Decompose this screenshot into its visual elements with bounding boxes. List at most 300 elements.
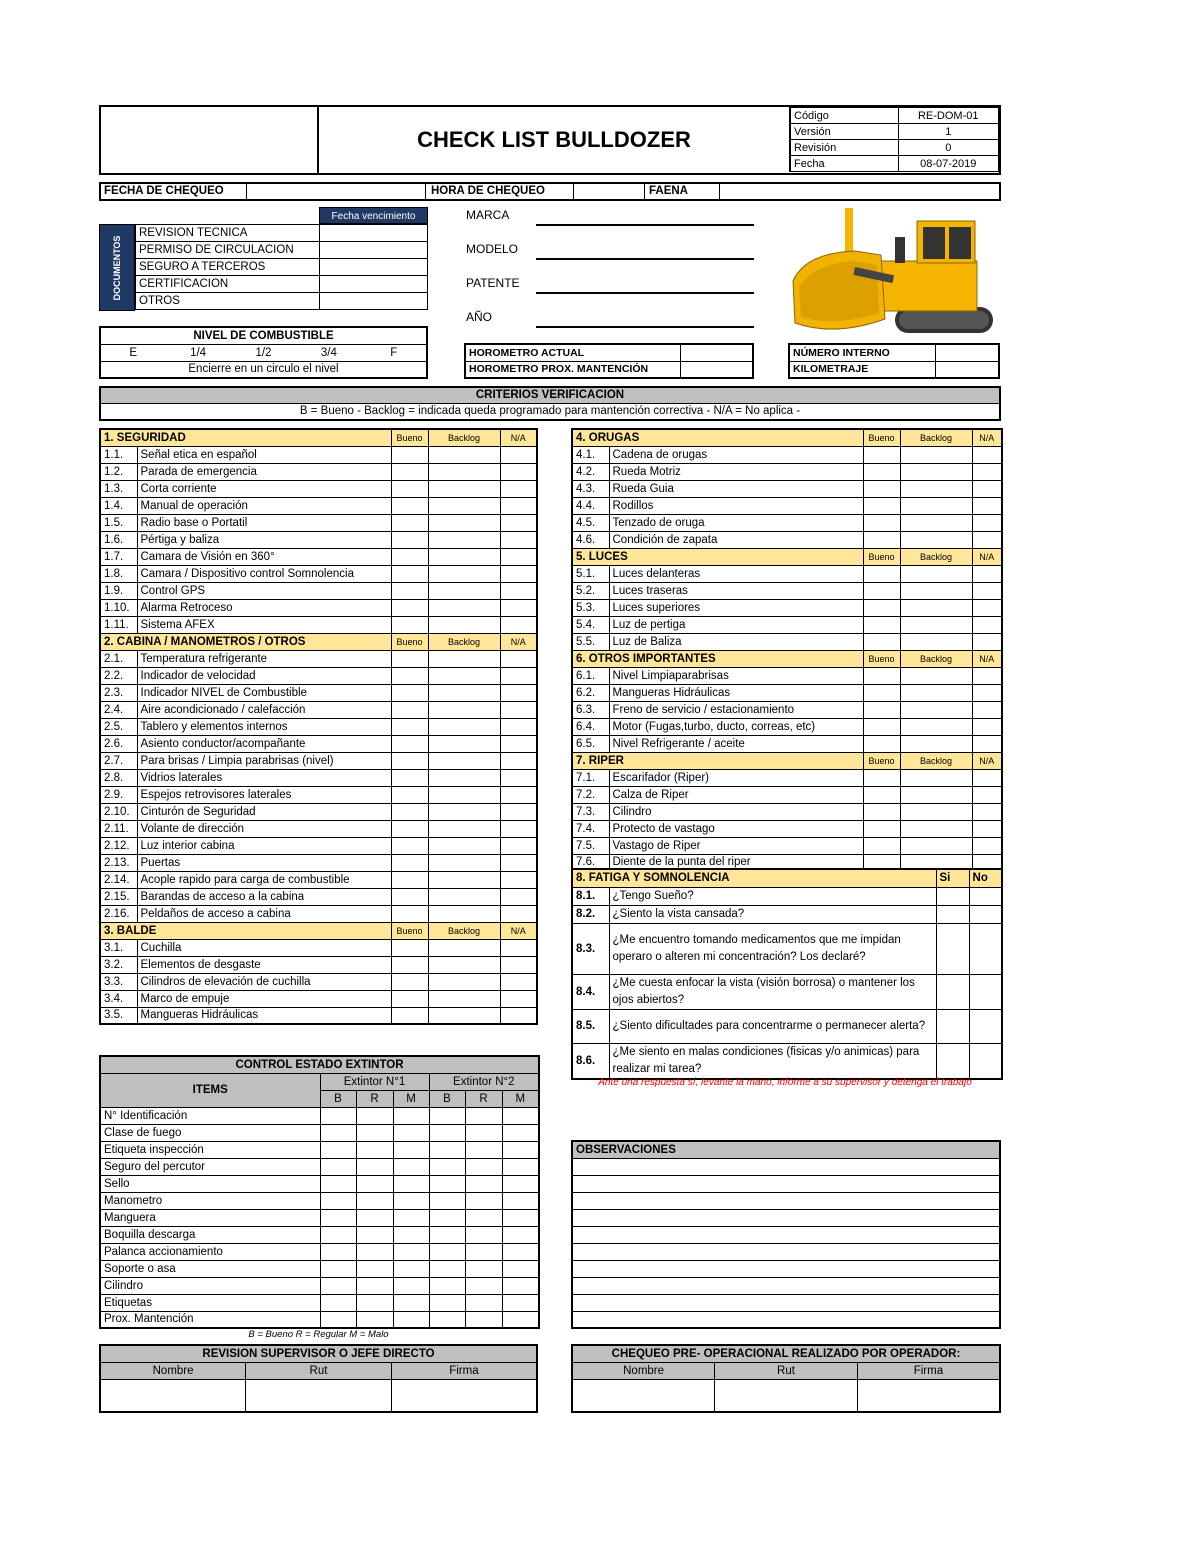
check-na[interactable] xyxy=(972,684,1002,701)
extintor-check[interactable] xyxy=(356,1209,393,1226)
check-bueno[interactable] xyxy=(863,446,900,463)
item-number: 4.3. xyxy=(572,480,609,497)
check-backlog[interactable] xyxy=(428,973,500,990)
check-bueno[interactable] xyxy=(863,684,900,701)
check-bueno[interactable] xyxy=(863,480,900,497)
check-bueno[interactable] xyxy=(391,497,428,514)
check-backlog[interactable] xyxy=(428,599,500,616)
firma-field[interactable] xyxy=(857,1379,1000,1412)
extintor-check[interactable] xyxy=(465,1141,502,1158)
extintor-check[interactable] xyxy=(356,1260,393,1277)
check-bueno[interactable] xyxy=(391,973,428,990)
extintor-check[interactable] xyxy=(465,1209,502,1226)
check-na[interactable] xyxy=(500,871,537,888)
checklist-row xyxy=(572,463,1002,480)
check-backlog[interactable] xyxy=(428,990,500,1007)
check-backlog[interactable] xyxy=(428,871,500,888)
check-backlog[interactable] xyxy=(428,752,500,769)
extintor-check[interactable] xyxy=(465,1260,502,1277)
extintor-check[interactable] xyxy=(393,1311,429,1328)
extintor-check[interactable] xyxy=(502,1311,539,1328)
numero-interno-field[interactable] xyxy=(935,344,999,361)
extintor-check[interactable] xyxy=(429,1277,465,1294)
document-date-field[interactable] xyxy=(320,259,428,276)
meta-value: 1 xyxy=(898,124,999,140)
extintor-check[interactable] xyxy=(320,1277,356,1294)
check-na[interactable] xyxy=(500,446,537,463)
check-bueno[interactable] xyxy=(863,837,900,854)
check-backlog[interactable] xyxy=(428,582,500,599)
extintor-check[interactable] xyxy=(502,1107,539,1124)
extintor-check[interactable] xyxy=(429,1260,465,1277)
check-na[interactable] xyxy=(972,667,1002,684)
document-date-field[interactable] xyxy=(320,242,428,259)
check-backlog[interactable] xyxy=(900,514,972,531)
extintor-check[interactable] xyxy=(320,1209,356,1226)
check-na[interactable] xyxy=(972,718,1002,735)
extintor-check[interactable] xyxy=(465,1124,502,1141)
extintor-check[interactable] xyxy=(465,1192,502,1209)
check-backlog[interactable] xyxy=(428,565,500,582)
check-bueno[interactable] xyxy=(391,548,428,565)
extintor-check[interactable] xyxy=(429,1107,465,1124)
check-si[interactable] xyxy=(936,888,969,906)
check-si[interactable] xyxy=(936,1044,969,1080)
extintor-check[interactable] xyxy=(320,1294,356,1311)
check-na[interactable] xyxy=(500,582,537,599)
check-bueno[interactable] xyxy=(863,582,900,599)
extintor-check[interactable] xyxy=(356,1141,393,1158)
extintor-check[interactable] xyxy=(502,1192,539,1209)
extintor-check[interactable] xyxy=(320,1243,356,1260)
check-bueno[interactable] xyxy=(391,480,428,497)
check-backlog[interactable] xyxy=(900,480,972,497)
check-bueno[interactable] xyxy=(391,769,428,786)
check-na[interactable] xyxy=(972,769,1002,786)
check-na[interactable] xyxy=(972,531,1002,548)
check-bueno[interactable] xyxy=(863,616,900,633)
check-na[interactable] xyxy=(972,599,1002,616)
check-na[interactable] xyxy=(500,480,537,497)
fuel-level-option[interactable]: 1/2 xyxy=(231,344,296,361)
extintor-check[interactable] xyxy=(320,1311,356,1328)
check-bueno[interactable] xyxy=(863,497,900,514)
extintor-check[interactable] xyxy=(320,1124,356,1141)
check-na[interactable] xyxy=(500,956,537,973)
extintor-check[interactable] xyxy=(465,1226,502,1243)
check-na[interactable] xyxy=(972,837,1002,854)
check-na[interactable] xyxy=(500,701,537,718)
check-no[interactable] xyxy=(969,975,1002,1010)
check-bueno[interactable] xyxy=(863,786,900,803)
check-backlog[interactable] xyxy=(900,667,972,684)
rut-field[interactable] xyxy=(246,1379,392,1412)
check-backlog[interactable] xyxy=(428,888,500,905)
extintor-check[interactable] xyxy=(393,1141,429,1158)
extintor-check[interactable] xyxy=(356,1226,393,1243)
col-bueno-header: Bueno xyxy=(863,752,900,769)
extintor-check[interactable] xyxy=(502,1260,539,1277)
extintor-check[interactable] xyxy=(356,1192,393,1209)
extintor-check[interactable] xyxy=(393,1175,429,1192)
check-si[interactable] xyxy=(936,975,969,1010)
check-no[interactable] xyxy=(969,906,1002,924)
check-bueno[interactable] xyxy=(863,565,900,582)
check-na[interactable] xyxy=(500,735,537,752)
observaciones-field[interactable] xyxy=(572,1158,1000,1175)
check-backlog[interactable] xyxy=(900,599,972,616)
observaciones-field[interactable] xyxy=(572,1175,1000,1192)
extintor-check[interactable] xyxy=(429,1141,465,1158)
check-backlog[interactable] xyxy=(428,769,500,786)
check-na[interactable] xyxy=(500,565,537,582)
extintor-check[interactable] xyxy=(429,1175,465,1192)
check-na[interactable] xyxy=(500,990,537,1007)
horometro-actual-field[interactable] xyxy=(680,344,753,361)
extintor-check[interactable] xyxy=(356,1311,393,1328)
check-no[interactable] xyxy=(969,1044,1002,1080)
check-na[interactable] xyxy=(500,752,537,769)
check-bueno[interactable] xyxy=(863,820,900,837)
firma-field[interactable] xyxy=(391,1379,537,1412)
extintor-check[interactable] xyxy=(320,1158,356,1175)
check-na[interactable] xyxy=(972,497,1002,514)
patente-field[interactable] xyxy=(536,292,754,294)
check-bueno[interactable] xyxy=(391,939,428,956)
extintor-check[interactable] xyxy=(393,1243,429,1260)
extintor-check[interactable] xyxy=(429,1209,465,1226)
extintor-check[interactable] xyxy=(393,1192,429,1209)
check-backlog[interactable] xyxy=(900,565,972,582)
check-bueno[interactable] xyxy=(391,888,428,905)
extintor-check[interactable] xyxy=(502,1243,539,1260)
check-na[interactable] xyxy=(500,837,537,854)
extintor-check[interactable] xyxy=(429,1124,465,1141)
extintor-check[interactable] xyxy=(502,1158,539,1175)
document-date-field[interactable] xyxy=(320,225,428,242)
check-na[interactable] xyxy=(972,735,1002,752)
extintor-check[interactable] xyxy=(502,1209,539,1226)
check-bueno[interactable] xyxy=(391,582,428,599)
check-bueno[interactable] xyxy=(863,718,900,735)
check-backlog[interactable] xyxy=(428,548,500,565)
check-backlog[interactable] xyxy=(900,531,972,548)
document-date-field[interactable] xyxy=(320,293,428,310)
extintor-check[interactable] xyxy=(356,1107,393,1124)
observaciones-field[interactable] xyxy=(572,1260,1000,1277)
check-bueno[interactable] xyxy=(391,616,428,633)
extintor-check[interactable] xyxy=(356,1277,393,1294)
check-backlog[interactable] xyxy=(428,531,500,548)
check-na[interactable] xyxy=(972,514,1002,531)
check-backlog[interactable] xyxy=(900,803,972,820)
extintor-check[interactable] xyxy=(465,1243,502,1260)
check-na[interactable] xyxy=(500,786,537,803)
kilometraje-field[interactable] xyxy=(935,361,999,378)
check-bueno[interactable] xyxy=(391,871,428,888)
check-na[interactable] xyxy=(500,548,537,565)
extintor-check[interactable] xyxy=(502,1226,539,1243)
check-bueno[interactable] xyxy=(391,956,428,973)
extintor-check[interactable] xyxy=(465,1311,502,1328)
check-si[interactable] xyxy=(936,906,969,924)
fuel-level-option[interactable]: 1/4 xyxy=(165,344,230,361)
check-bueno[interactable] xyxy=(863,667,900,684)
check-na[interactable] xyxy=(500,684,537,701)
rut-field[interactable] xyxy=(715,1379,858,1412)
extintor-check[interactable] xyxy=(502,1141,539,1158)
check-bueno[interactable] xyxy=(391,718,428,735)
check-na[interactable] xyxy=(500,599,537,616)
extintor-check[interactable] xyxy=(393,1277,429,1294)
check-na[interactable] xyxy=(972,446,1002,463)
check-na[interactable] xyxy=(500,939,537,956)
col-backlog-header: Backlog xyxy=(900,429,972,446)
check-bueno[interactable] xyxy=(391,701,428,718)
extintor-check[interactable] xyxy=(465,1277,502,1294)
check-bueno[interactable] xyxy=(391,684,428,701)
extintor-check[interactable] xyxy=(465,1294,502,1311)
check-na[interactable] xyxy=(500,769,537,786)
check-backlog[interactable] xyxy=(428,905,500,922)
check-bueno[interactable] xyxy=(863,531,900,548)
extintor-check[interactable] xyxy=(356,1243,393,1260)
extintor-check[interactable] xyxy=(393,1107,429,1124)
check-backlog[interactable] xyxy=(428,480,500,497)
check-backlog[interactable] xyxy=(428,701,500,718)
fuel-level-option[interactable]: F xyxy=(362,344,427,361)
extintor-check[interactable] xyxy=(429,1311,465,1328)
document-date-field[interactable] xyxy=(320,276,428,293)
check-bueno[interactable] xyxy=(391,837,428,854)
check-backlog[interactable] xyxy=(428,684,500,701)
extintor-check[interactable] xyxy=(393,1226,429,1243)
check-bueno[interactable] xyxy=(391,735,428,752)
check-bueno[interactable] xyxy=(391,1007,428,1024)
check-bueno[interactable] xyxy=(863,769,900,786)
checklist-row xyxy=(572,582,1002,599)
check-backlog[interactable] xyxy=(428,820,500,837)
check-backlog[interactable] xyxy=(900,701,972,718)
check-bueno[interactable] xyxy=(391,990,428,1007)
check-bueno[interactable] xyxy=(863,599,900,616)
check-na[interactable] xyxy=(972,463,1002,480)
check-na[interactable] xyxy=(500,888,537,905)
anio-field[interactable] xyxy=(536,326,754,328)
check-si[interactable] xyxy=(936,1010,969,1044)
check-bueno[interactable] xyxy=(391,446,428,463)
extintor-check[interactable] xyxy=(356,1294,393,1311)
check-bueno[interactable] xyxy=(863,735,900,752)
check-bueno[interactable] xyxy=(391,752,428,769)
check-bueno[interactable] xyxy=(863,514,900,531)
check-backlog[interactable] xyxy=(428,616,500,633)
check-backlog[interactable] xyxy=(900,463,972,480)
observaciones-field[interactable] xyxy=(572,1192,1000,1209)
check-backlog[interactable] xyxy=(900,497,972,514)
check-backlog[interactable] xyxy=(428,803,500,820)
check-backlog[interactable] xyxy=(428,939,500,956)
check-bueno[interactable] xyxy=(391,820,428,837)
check-backlog[interactable] xyxy=(900,735,972,752)
check-na[interactable] xyxy=(500,820,537,837)
horometro-prox-field[interactable] xyxy=(680,361,753,378)
check-bueno[interactable] xyxy=(391,514,428,531)
check-backlog[interactable] xyxy=(428,956,500,973)
faena-field[interactable] xyxy=(719,184,999,199)
check-backlog[interactable] xyxy=(900,820,972,837)
col-na-header: N/A xyxy=(972,650,1002,667)
check-na[interactable] xyxy=(500,616,537,633)
extintor-check[interactable] xyxy=(429,1243,465,1260)
extintor-check[interactable] xyxy=(320,1107,356,1124)
check-backlog[interactable] xyxy=(428,735,500,752)
fuel-level-option[interactable]: 3/4 xyxy=(296,344,361,361)
check-na[interactable] xyxy=(500,497,537,514)
check-bueno[interactable] xyxy=(391,531,428,548)
check-backlog[interactable] xyxy=(428,718,500,735)
check-backlog[interactable] xyxy=(428,446,500,463)
check-na[interactable] xyxy=(972,480,1002,497)
check-na[interactable] xyxy=(500,905,537,922)
check-backlog[interactable] xyxy=(900,616,972,633)
check-no[interactable] xyxy=(969,924,1002,975)
check-backlog[interactable] xyxy=(900,837,972,854)
check-backlog[interactable] xyxy=(428,837,500,854)
check-backlog[interactable] xyxy=(428,650,500,667)
extintor-check[interactable] xyxy=(393,1158,429,1175)
check-bueno[interactable] xyxy=(863,463,900,480)
check-bueno[interactable] xyxy=(391,803,428,820)
observaciones-field[interactable] xyxy=(572,1311,1000,1328)
nombre-field[interactable] xyxy=(100,1379,246,1412)
check-bueno[interactable] xyxy=(863,633,900,650)
check-na[interactable] xyxy=(500,514,537,531)
check-bueno[interactable] xyxy=(863,803,900,820)
observaciones-field[interactable] xyxy=(572,1209,1000,1226)
extintor-check[interactable] xyxy=(393,1124,429,1141)
criterios-table xyxy=(99,386,1001,421)
check-backlog[interactable] xyxy=(428,854,500,871)
observaciones-field[interactable] xyxy=(572,1243,1000,1260)
check-na[interactable] xyxy=(500,973,537,990)
check-bueno[interactable] xyxy=(391,786,428,803)
check-si[interactable] xyxy=(936,924,969,975)
check-bueno[interactable] xyxy=(391,854,428,871)
observaciones-field[interactable] xyxy=(572,1294,1000,1311)
marca-field[interactable] xyxy=(536,224,754,226)
extintor-check[interactable] xyxy=(356,1158,393,1175)
check-na[interactable] xyxy=(972,803,1002,820)
check-backlog[interactable] xyxy=(428,463,500,480)
extintor-check[interactable] xyxy=(356,1124,393,1141)
check-backlog[interactable] xyxy=(900,633,972,650)
check-na[interactable] xyxy=(972,786,1002,803)
check-na[interactable] xyxy=(972,820,1002,837)
extintor-check[interactable] xyxy=(320,1141,356,1158)
item-number: 2.13. xyxy=(100,854,137,871)
check-backlog[interactable] xyxy=(428,1007,500,1024)
check-backlog[interactable] xyxy=(900,786,972,803)
check-backlog[interactable] xyxy=(900,582,972,599)
extintor-check[interactable] xyxy=(393,1260,429,1277)
item-number: 4.6. xyxy=(572,531,609,548)
check-bueno[interactable] xyxy=(863,701,900,718)
extintor-check[interactable] xyxy=(502,1277,539,1294)
hora-field[interactable] xyxy=(573,184,645,199)
extintor-check[interactable] xyxy=(502,1175,539,1192)
extintor-check[interactable] xyxy=(429,1294,465,1311)
observaciones-title: OBSERVACIONES xyxy=(572,1141,1000,1158)
extintor-check[interactable] xyxy=(465,1158,502,1175)
check-bueno[interactable] xyxy=(391,667,428,684)
extintor-check[interactable] xyxy=(320,1260,356,1277)
fuel-level-option[interactable]: E xyxy=(100,344,165,361)
extintor-check[interactable] xyxy=(465,1175,502,1192)
nombre-field[interactable] xyxy=(572,1379,715,1412)
check-backlog[interactable] xyxy=(428,667,500,684)
check-na[interactable] xyxy=(972,633,1002,650)
extintor-check[interactable] xyxy=(502,1124,539,1141)
check-bueno[interactable] xyxy=(391,599,428,616)
check-no[interactable] xyxy=(969,1010,1002,1044)
fatiga-row xyxy=(572,888,1002,906)
extintor-check[interactable] xyxy=(429,1226,465,1243)
check-na[interactable] xyxy=(500,854,537,871)
extintor-check[interactable] xyxy=(393,1209,429,1226)
check-na[interactable] xyxy=(500,718,537,735)
fecha-field[interactable] xyxy=(246,184,426,199)
check-na[interactable] xyxy=(500,667,537,684)
check-na[interactable] xyxy=(972,616,1002,633)
extintor-check[interactable] xyxy=(320,1226,356,1243)
check-backlog[interactable] xyxy=(900,769,972,786)
modelo-field[interactable] xyxy=(536,258,754,260)
check-na[interactable] xyxy=(500,1007,537,1024)
check-backlog[interactable] xyxy=(428,497,500,514)
check-bueno[interactable] xyxy=(391,565,428,582)
extintor-check[interactable] xyxy=(356,1175,393,1192)
check-bueno[interactable] xyxy=(391,650,428,667)
extintor-check[interactable] xyxy=(320,1175,356,1192)
check-bueno[interactable] xyxy=(391,463,428,480)
check-na[interactable] xyxy=(972,565,1002,582)
check-na[interactable] xyxy=(972,582,1002,599)
check-backlog[interactable] xyxy=(900,446,972,463)
observaciones-field[interactable] xyxy=(572,1226,1000,1243)
extintor-check[interactable] xyxy=(465,1107,502,1124)
check-bueno[interactable] xyxy=(391,905,428,922)
extintor-check[interactable] xyxy=(393,1294,429,1311)
checklist-row xyxy=(100,582,537,599)
check-backlog[interactable] xyxy=(428,514,500,531)
observaciones-line xyxy=(572,1277,1000,1294)
extintor-check[interactable] xyxy=(502,1294,539,1311)
extintor-check[interactable] xyxy=(429,1192,465,1209)
check-backlog[interactable] xyxy=(900,684,972,701)
extintor-check[interactable] xyxy=(429,1158,465,1175)
check-na[interactable] xyxy=(500,650,537,667)
observaciones-field[interactable] xyxy=(572,1277,1000,1294)
check-no[interactable] xyxy=(969,888,1002,906)
check-backlog[interactable] xyxy=(428,786,500,803)
check-na[interactable] xyxy=(500,531,537,548)
extintor-check[interactable] xyxy=(320,1192,356,1209)
check-na[interactable] xyxy=(500,803,537,820)
check-backlog[interactable] xyxy=(900,718,972,735)
check-na[interactable] xyxy=(500,463,537,480)
check-na[interactable] xyxy=(972,701,1002,718)
